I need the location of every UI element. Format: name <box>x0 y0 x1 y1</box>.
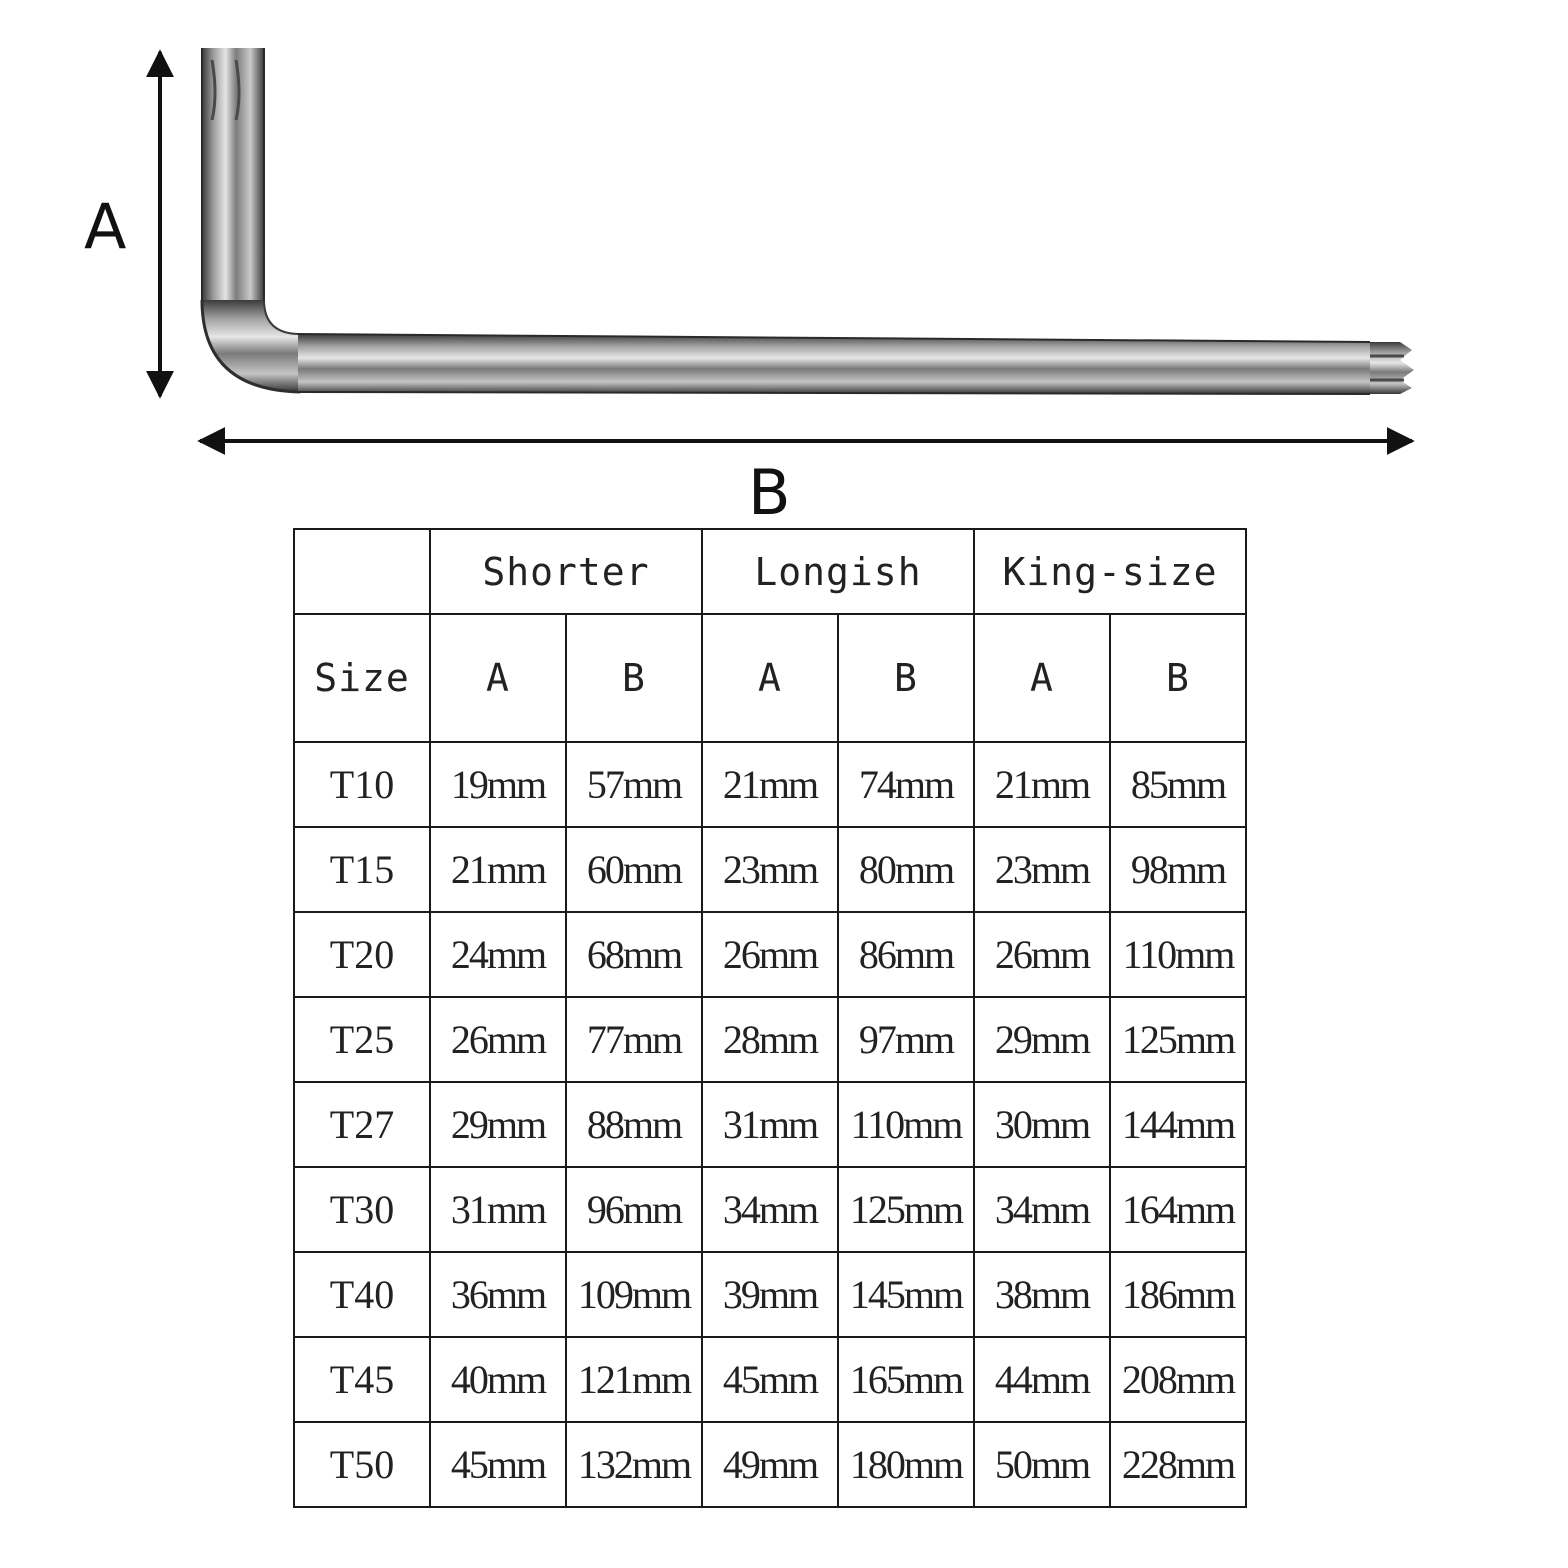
value-cell: 208mm <box>1110 1337 1246 1422</box>
value-cell: 88mm <box>566 1082 702 1167</box>
table-row <box>294 997 1246 1082</box>
value-cell: 164mm <box>1110 1167 1246 1252</box>
table-row <box>294 827 1246 912</box>
value-cell: 34mm <box>974 1167 1110 1252</box>
value-cell: 57mm <box>566 742 702 827</box>
value-cell: 132mm <box>566 1422 702 1507</box>
value-cell: 29mm <box>974 997 1110 1082</box>
size-cell: T10 <box>294 742 430 827</box>
sub-header-row <box>294 614 1246 742</box>
value-cell: 96mm <box>566 1167 702 1252</box>
value-cell: 109mm <box>566 1252 702 1337</box>
value-cell: 110mm <box>838 1082 974 1167</box>
value-cell: 45mm <box>702 1337 838 1422</box>
value-cell: 34mm <box>702 1167 838 1252</box>
group-header-longish: Longish <box>702 529 974 614</box>
sub-header-cell: A <box>702 614 838 742</box>
value-cell: 186mm <box>1110 1252 1246 1337</box>
value-cell: 21mm <box>974 742 1110 827</box>
size-cell: T45 <box>294 1337 430 1422</box>
sub-header-cell: B <box>566 614 702 742</box>
table-row <box>294 912 1246 997</box>
value-cell: 145mm <box>838 1252 974 1337</box>
value-cell: 24mm <box>430 912 566 997</box>
value-cell: 26mm <box>702 912 838 997</box>
value-cell: 44mm <box>974 1337 1110 1422</box>
value-cell: 180mm <box>838 1422 974 1507</box>
value-cell: 23mm <box>702 827 838 912</box>
value-cell: 60mm <box>566 827 702 912</box>
table-row <box>294 1167 1246 1252</box>
size-cell: T40 <box>294 1252 430 1337</box>
value-cell: 98mm <box>1110 827 1246 912</box>
size-cell: T25 <box>294 997 430 1082</box>
value-cell: 50mm <box>974 1422 1110 1507</box>
sub-header-cell: A <box>430 614 566 742</box>
group-header-row <box>294 529 1246 614</box>
value-cell: 125mm <box>838 1167 974 1252</box>
size-cell: T27 <box>294 1082 430 1167</box>
value-cell: 144mm <box>1110 1082 1246 1167</box>
sub-header-cell: B <box>838 614 974 742</box>
size-cell: T20 <box>294 912 430 997</box>
value-cell: 68mm <box>566 912 702 997</box>
value-cell: 21mm <box>702 742 838 827</box>
value-cell: 125mm <box>1110 997 1246 1082</box>
l-shaped-torx-key-icon <box>202 48 1414 394</box>
value-cell: 39mm <box>702 1252 838 1337</box>
value-cell: 77mm <box>566 997 702 1082</box>
group-header-shorter: Shorter <box>430 529 702 614</box>
value-cell: 23mm <box>974 827 1110 912</box>
value-cell: 21mm <box>430 827 566 912</box>
value-cell: 74mm <box>838 742 974 827</box>
value-cell: 121mm <box>566 1337 702 1422</box>
corner-cell <box>294 529 430 614</box>
size-cell: T15 <box>294 827 430 912</box>
size-spec-table <box>293 528 1247 1508</box>
value-cell: 26mm <box>430 997 566 1082</box>
table-row <box>294 1422 1246 1507</box>
size-cell: T30 <box>294 1167 430 1252</box>
table-row <box>294 1082 1246 1167</box>
value-cell: 36mm <box>430 1252 566 1337</box>
value-cell: 31mm <box>430 1167 566 1252</box>
value-cell: 40mm <box>430 1337 566 1422</box>
sub-header-cell: A <box>974 614 1110 742</box>
value-cell: 80mm <box>838 827 974 912</box>
wrench-diagram <box>0 0 1568 530</box>
value-cell: 85mm <box>1110 742 1246 827</box>
table-row <box>294 1252 1246 1337</box>
group-header-king-size: King-size <box>974 529 1246 614</box>
value-cell: 228mm <box>1110 1422 1246 1507</box>
value-cell: 165mm <box>838 1337 974 1422</box>
value-cell: 30mm <box>974 1082 1110 1167</box>
value-cell: 110mm <box>1110 912 1246 997</box>
value-cell: 97mm <box>838 997 974 1082</box>
dimension-label-a: A <box>84 190 127 263</box>
value-cell: 31mm <box>702 1082 838 1167</box>
value-cell: 45mm <box>430 1422 566 1507</box>
value-cell: 38mm <box>974 1252 1110 1337</box>
table-row <box>294 742 1246 827</box>
dimension-label-b: B <box>748 456 791 529</box>
sub-header-cell: B <box>1110 614 1246 742</box>
value-cell: 26mm <box>974 912 1110 997</box>
table-row <box>294 1337 1246 1422</box>
value-cell: 86mm <box>838 912 974 997</box>
value-cell: 49mm <box>702 1422 838 1507</box>
value-cell: 29mm <box>430 1082 566 1167</box>
value-cell: 28mm <box>702 997 838 1082</box>
size-column-header: Size <box>294 614 430 742</box>
value-cell: 19mm <box>430 742 566 827</box>
size-cell: T50 <box>294 1422 430 1507</box>
